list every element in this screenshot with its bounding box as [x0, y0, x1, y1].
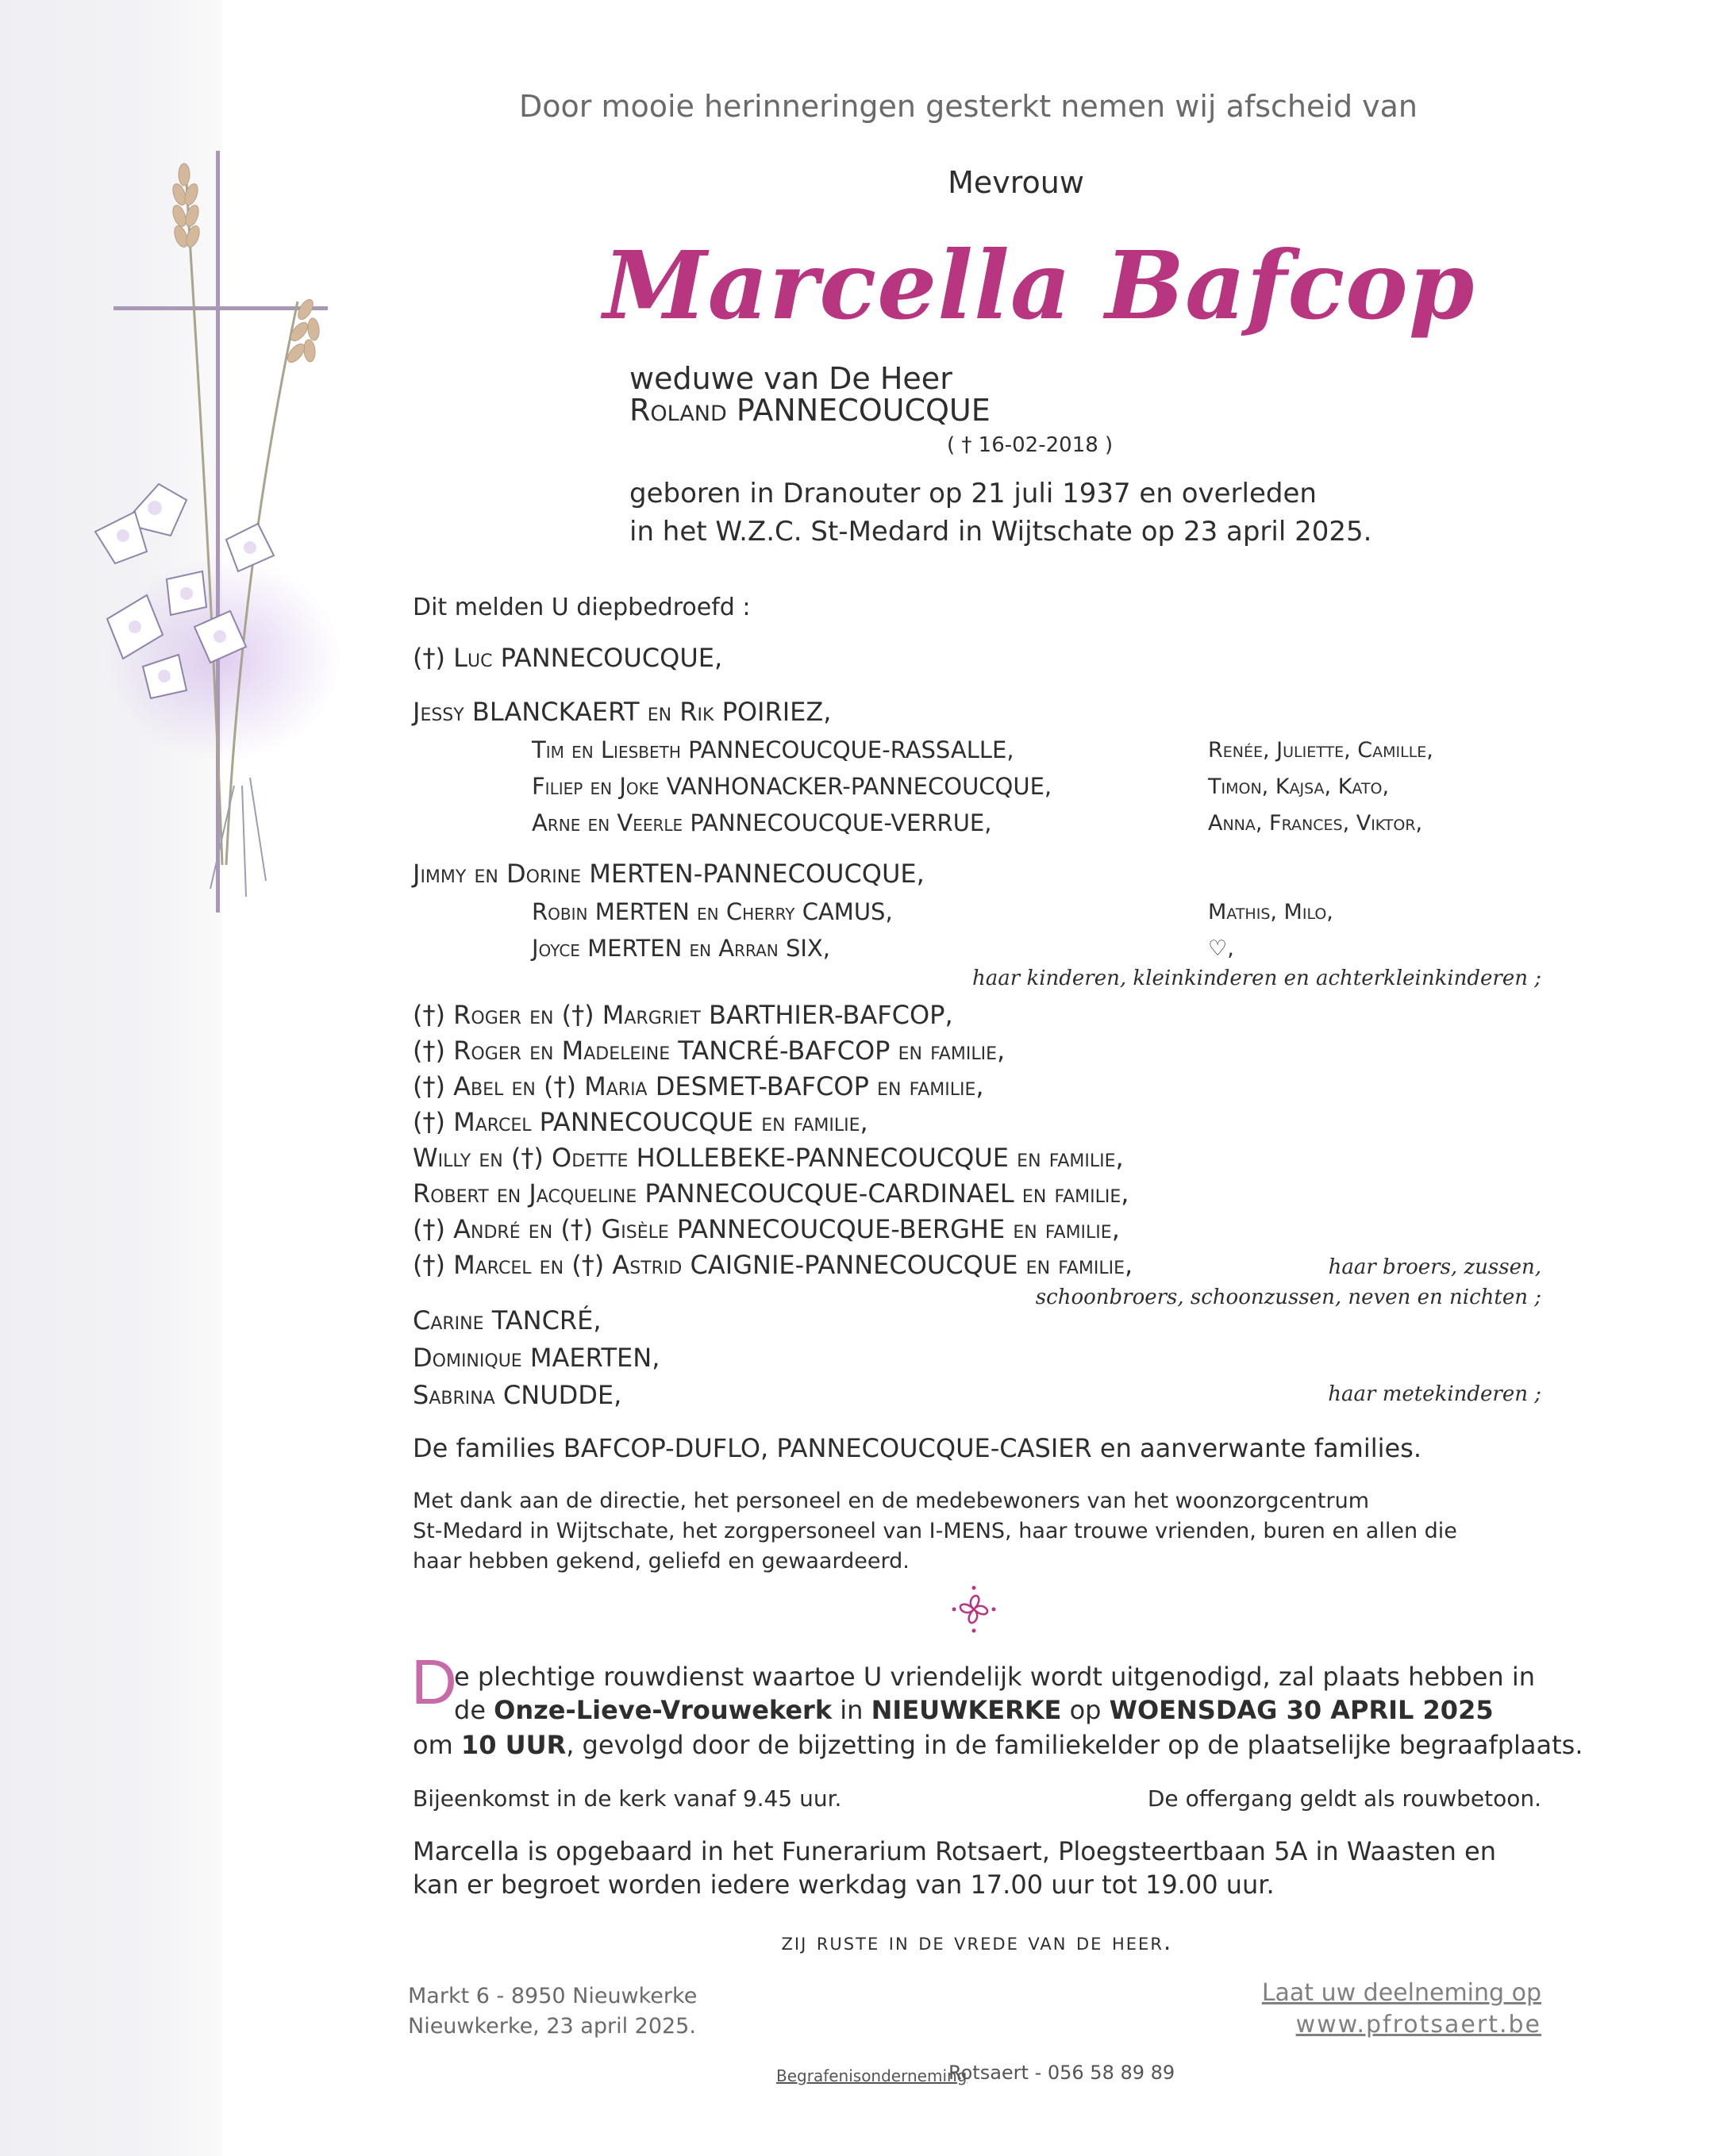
list-item: Sabrina CNUDDE,	[413, 1380, 622, 1410]
service-line3: om 10 UUR, gevolgd door de bijzetting in de familiekelder op de plaatselijke begraafplaats.	[413, 1730, 1583, 1760]
list-item: Anna, Frances, Viktor,	[1208, 811, 1423, 836]
undertaker-contact: Rotsaert - 056 58 89 89	[948, 2062, 1175, 2084]
cross-wheat-lilies-illustration	[75, 151, 361, 936]
list-item: (†) Roger en Madeleine TANCRÉ-BAFCOP en familie,	[413, 1036, 1006, 1066]
meeting-note: Bijeenkomst in de kerk vanaf 9.45 uur.	[413, 1785, 842, 1812]
offering-note: De offergang geldt als rouwbetoon.	[1147, 1785, 1541, 1812]
address-line: Markt 6 - 8950 Nieuwkerke	[408, 1984, 698, 2008]
list-item: Willy en (†) Odette HOLLEBEKE-PANNECOUCQUE en familie,	[413, 1143, 1124, 1173]
spouse-death-date: ( † 16-02-2018 )	[947, 433, 1114, 457]
list-item: (†) Marcel PANNECOUCQUE en familie,	[413, 1107, 868, 1137]
children-caption: haar kinderen, kleinkinderen en achterkleinkinderen ;	[972, 967, 1541, 990]
service-line2: de Onze-Lieve-Vrouwekerk in NIEUWKERKE op WOENSDAG 30 APRIL 2025	[454, 1695, 1494, 1725]
condolence-link-text[interactable]: Laat uw deelneming op	[1261, 1979, 1541, 2007]
list-item: Timon, Kajsa, Kato,	[1208, 774, 1390, 799]
birth-line: geboren in Dranouter op 21 juli 1937 en overleden	[629, 478, 1317, 509]
thanks-line: haar hebben gekend, geliefd en gewaardeerd.	[413, 1549, 910, 1574]
list-item: (†) Luc PANNECOUCQUE,	[413, 643, 723, 673]
list-item: (†) Abel en (†) Maria DESMET-BAFCOP en familie,	[413, 1071, 984, 1101]
church-name: Onze-Lieve-Vrouwekerk	[494, 1695, 833, 1725]
spouse-name: Roland PANNECOUCQUE	[629, 393, 991, 428]
families-line: De families BAFCOP-DUFLO, PANNECOUCQUE-CASIER en aanverwante families.	[413, 1433, 1422, 1463]
list-item: (†) Roger en (†) Margriet BARTHIER-BAFCOP,	[413, 1000, 953, 1030]
list-item: ♡,	[1208, 936, 1234, 961]
list-item: Filiep en Joke VANHONACKER-PANNECOUCQUE,	[532, 773, 1052, 800]
viewing-line: Marcella is opgebaard in het Funerarium Rotsaert, Ploegsteertbaan 5A in Waasten en	[413, 1836, 1497, 1866]
service-line1: e plechtige rouwdienst waartoe U vriendelijk wordt uitgenodigd, zal plaats hebben in	[454, 1662, 1536, 1692]
list-item: Tim en Liesbeth PANNECOUCQUE-RASSALLE,	[532, 736, 1014, 763]
service-time: 10 UUR	[460, 1730, 567, 1760]
thanks-line: Met dank aan de directie, het personeel en de medebewoners van het woonzorgcentrum	[413, 1489, 1370, 1513]
condolence-website-link[interactable]: www.pfrotsaert.be	[1295, 2011, 1541, 2039]
list-item: Carine TANCRÉ,	[413, 1305, 602, 1335]
intro-text: Door mooie herinneringen gesterkt nemen wij afscheid van	[518, 89, 1418, 124]
siblings-caption-line2: schoonbroers, schoonzussen, neven en nichten ;	[1035, 1286, 1541, 1309]
deceased-name: Marcella Bafcop	[603, 230, 1475, 340]
undertaker-label: Begrafenisonderneming	[776, 2066, 968, 2085]
list-item: Robin MERTEN en Cherry CAMUS,	[532, 898, 893, 925]
list-item: Jessy BLANCKAERT en Rik POIRIEZ,	[413, 697, 832, 727]
service-date: WOENSDAG 30 APRIL 2025	[1109, 1695, 1494, 1725]
list-item: Robert en Jacqueline PANNECOUCQUE-CARDINAEL en familie,	[413, 1178, 1129, 1209]
death-line: in het W.Z.C. St-Medard in Wijtschate op 23 april 2025.	[629, 516, 1372, 548]
list-item: Joyce MERTEN en Arran SIX,	[532, 935, 831, 962]
list-item: (†) André en (†) Gisèle PANNECOUCQUE-BERGHE en familie,	[413, 1214, 1120, 1244]
announcement: Dit melden U diepbedroefd :	[413, 594, 751, 621]
closing-line: zij ruste in de vrede van de heer.	[781, 1928, 1173, 1956]
list-item: Mathis, Milo,	[1208, 900, 1333, 924]
address-line: Nieuwkerke, 23 april 2025.	[408, 2014, 696, 2039]
thanks-line: St-Medard in Wijtschate, het zorgpersoneel van I-MENS, haar trouwe vrienden, buren en allen die	[413, 1519, 1457, 1543]
siblings-caption-line1: haar broers, zussen,	[1328, 1255, 1541, 1279]
service-place: NIEUWKERKE	[871, 1695, 1062, 1725]
honorific: Mevrouw	[948, 165, 1084, 200]
service-dropcap: D	[411, 1647, 457, 1717]
list-item: Dominique MAERTEN,	[413, 1343, 660, 1373]
list-item: (†) Marcel en (†) Astrid CAIGNIE-PANNECOUCQUE en familie,	[413, 1250, 1133, 1280]
list-item: Jimmy en Dorine MERTEN-PANNECOUCQUE,	[413, 859, 925, 889]
ornament-divider	[948, 1583, 1000, 1635]
godchildren-caption: haar metekinderen ;	[1328, 1382, 1541, 1406]
list-item: Arne en Veerle PANNECOUCQUE-VERRUE,	[532, 809, 992, 836]
viewing-line: kan er begroet worden iedere werkdag van 17.00 uur tot 19.00 uur.	[413, 1870, 1275, 1900]
widow-line: weduwe van De Heer	[629, 361, 952, 396]
list-item: Renée, Juliette, Camille,	[1208, 738, 1433, 763]
